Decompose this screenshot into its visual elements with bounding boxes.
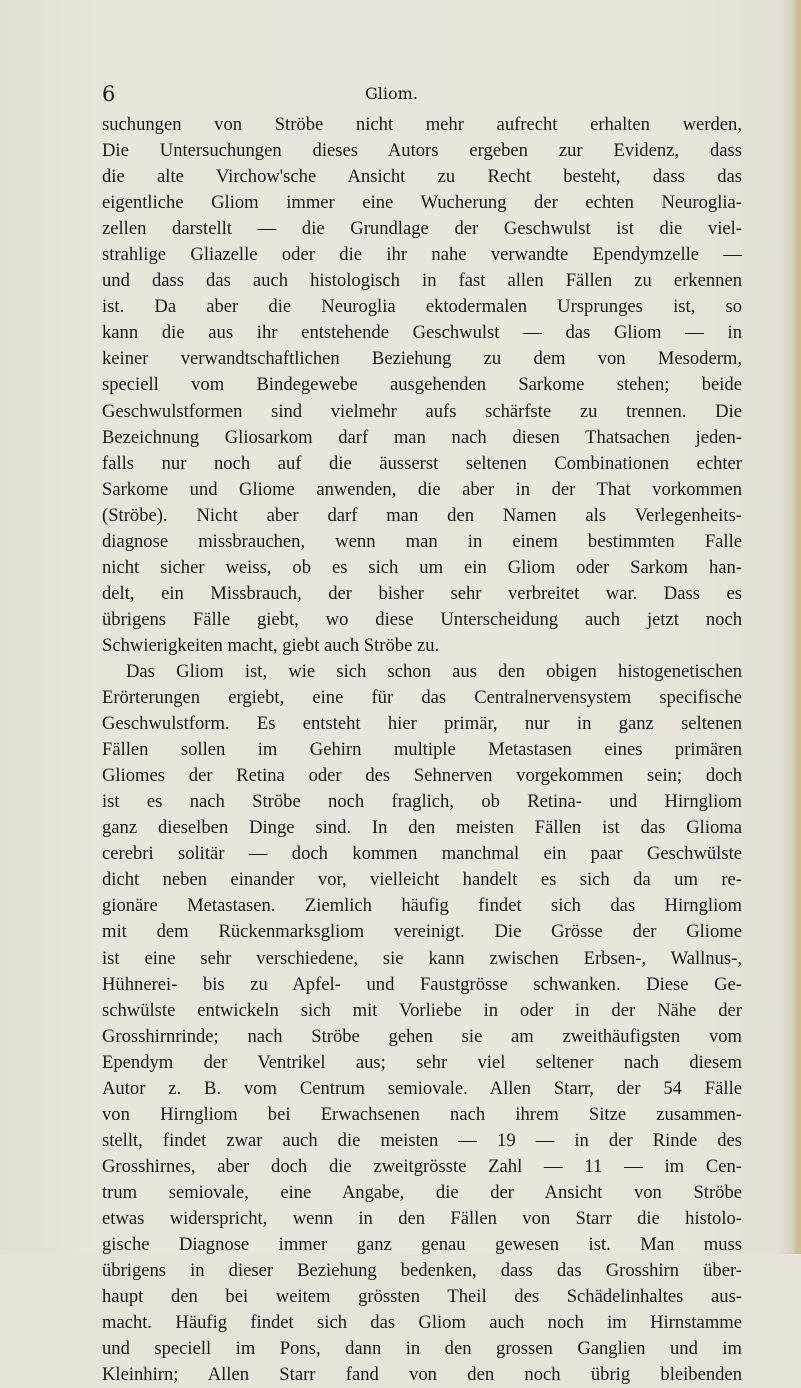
page-header [102, 82, 738, 106]
running-title: Gliom. [365, 84, 418, 103]
text-line: stellt, findet zwar auch die meisten — 19 — in der Rinde des [102, 1129, 742, 1151]
text-line: übrigens Fälle giebt, wo diese Unterscheidung auch jetzt noch [102, 608, 742, 630]
text-line: Schwierigkeiten macht, giebt auch Ströbe zu. [102, 634, 440, 656]
text-line: Geschwulstformen sind vielmehr aufs schärfste zu trennen. Die [102, 400, 742, 422]
text-line: nicht sicher weiss, ob es sich um ein Gliom oder Sarkom han- [102, 556, 742, 578]
text-line: keiner verwandtschaftlichen Beziehung zu dem von Mesoderm, [102, 348, 742, 370]
text-line: Hühnerei- bis zu Apfel- und Faustgrösse schwanken. Diese Ge- [102, 973, 742, 995]
text-line: kann die aus ihr entstehende Geschwulst — das Gliom — in [102, 322, 742, 344]
text-line: Gliomes der Retina oder des Sehnerven vorgekommen sein; doch [102, 765, 742, 787]
text-line: dicht neben einander vor, vielleicht handelt es sich da um re- [102, 869, 742, 891]
text-line: Die Untersuchungen dieses Autors ergeben zur Evidenz, dass [102, 140, 742, 162]
text-line: eigentliche Gliom immer eine Wucherung der echten Neuroglia- [102, 192, 742, 214]
text-line: Grosshirnes, aber doch die zweitgrösste Zahl — 11 — im Cen- [102, 1155, 742, 1177]
text-line: Sarkome und Gliome anwenden, die aber in der That vorkommen [102, 478, 742, 500]
text-line: suchungen von Ströbe nicht mehr aufrecht erhalten werden, [102, 114, 742, 135]
text-line: ist eine sehr verschiedene, sie kann zwischen Erbsen-, Wallnus-, [102, 947, 742, 969]
text-line: gische Diagnose immer ganz genau gewesen ist. Man muss [102, 1234, 742, 1256]
text-line: trum semiovale, eine Angabe, die der Ansicht von Ströbe [102, 1181, 742, 1203]
text-line: Fällen sollen im Gehirn multiple Metastasen eines primären [102, 739, 742, 761]
text-line: ist. Da aber die Neuroglia ektodermalen Ursprunges ist, so [102, 296, 742, 318]
text-line: und dass das auch histologisch in fast allen Fällen zu erkennen [102, 270, 742, 292]
text-line: strahlige Gliazelle oder die ihr nahe verwandte Ependymzelle — [102, 244, 742, 266]
text-line: Erörterungen ergiebt, eine für das Centralnervensystem specifische [102, 687, 742, 709]
text-line: Kleinhirn; Allen Starr fand von den noch übrig bleibenden [102, 1364, 742, 1386]
text-line: und speciell im Pons, dann in den grossen Ganglien und im [102, 1338, 742, 1360]
text-line: schwülste entwickeln sich mit Vorliebe in oder in der Nähe der [102, 999, 742, 1021]
text-line: übrigens in dieser Beziehung bedenken, dass das Grosshirn über- [102, 1260, 742, 1282]
text-line: Bezeichnung Gliosarkom darf man nach diesen Thatsachen jeden- [102, 426, 742, 448]
text-line: haupt den bei weitem grössten Theil des Schädelinhaltes aus- [102, 1286, 742, 1308]
text-line: Geschwulstform. Es entsteht hier primär, nur in ganz seltenen [102, 713, 742, 735]
text-line: von Hirngliom bei Erwachsenen nach ihrem Sitze zusammen- [102, 1103, 742, 1125]
text-line: zellen darstellt — die Grundlage der Geschwulst ist die viel- [102, 218, 742, 240]
text-line: ist es nach Ströbe noch fraglich, ob Retina- und Hirngliom [102, 791, 742, 813]
text-line: ganz dieselben Dinge sind. In den meisten Fällen ist das Glioma [102, 817, 742, 839]
page-number: 6 [102, 82, 116, 106]
text-line: delt, ein Missbrauch, der bisher sehr verbreitet war. Dass es [102, 582, 742, 604]
page-edge [792, 0, 801, 1254]
text-line: mit dem Rückenmarksgliom vereinigt. Die Grösse der Gliome [102, 921, 742, 943]
text-line: Das Gliom ist, wie sich schon aus den obigen histogenetischen [126, 660, 742, 682]
text-line: Grosshirnrinde; nach Ströbe gehen sie am zweithäufigsten vom [102, 1025, 742, 1047]
text-line: speciell vom Bindegewebe ausgehenden Sarkome stehen; beide [102, 374, 742, 396]
text-line: macht. Häufig findet sich das Gliom auch noch im Hirnstamme [102, 1312, 742, 1334]
text-line: die alte Virchow'sche Ansicht zu Recht besteht, dass das [102, 166, 742, 188]
body-text [102, 112, 742, 1388]
text-line: Autor z. B. vom Centrum semiovale. Allen Starr, der 54 Fälle [102, 1077, 742, 1099]
text-line: falls nur noch auf die äusserst seltenen Combinationen echter [102, 452, 742, 474]
text-line: etwas widerspricht, wenn in den Fällen von Starr die histolo- [102, 1207, 742, 1229]
text-line: Ependym der Ventrikel aus; sehr viel seltener nach diesem [102, 1051, 742, 1073]
text-line: cerebri solitär — doch kommen manchmal ein paar Geschwülste [102, 843, 742, 865]
text-line: (Ströbe). Nicht aber darf man den Namen als Verlegenheits- [102, 504, 742, 526]
text-line: diagnose missbrauchen, wenn man in einem bestimmten Falle [102, 530, 742, 552]
text-line: gionäre Metastasen. Ziemlich häufig findet sich das Hirngliom [102, 895, 742, 917]
